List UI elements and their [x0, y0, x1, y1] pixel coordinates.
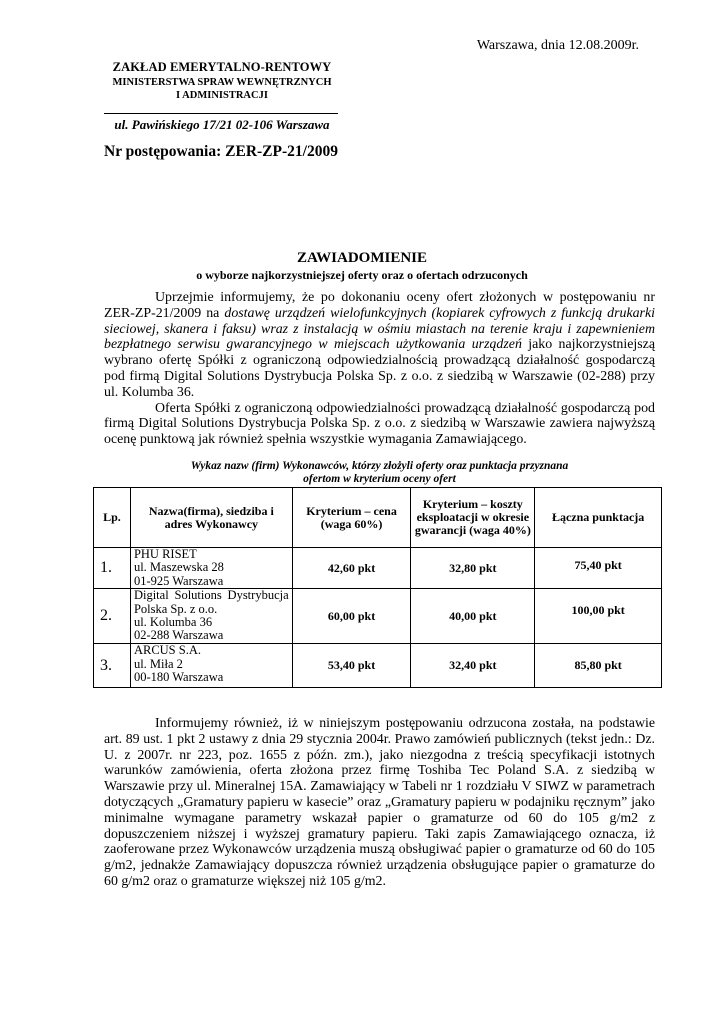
paragraph-selection-subject: dostawę urządzeń wielofunkcyjnych (kopiarek cyfrowych z funkcją drukarki sieciowej, skanera i faksu) wraz z instalacją w ośmiu miastach na terenie kraju i zapewnieniem bezpłatnego serwisu gwarancyjnego w miejscach użytkowania urządzeń [104, 305, 655, 353]
contractor-name: PHU RISET [133, 547, 197, 561]
row-lp: 3. [94, 644, 131, 688]
ministry-line-2: I ADMINISTRACJI [176, 90, 268, 101]
row-lp: 2. [94, 589, 131, 644]
row-lp: 1. [94, 548, 131, 589]
contractor-street: ul. Kolumba 36 [133, 615, 213, 630]
organization-ministry [104, 76, 340, 102]
row-price-score: 60,00 pkt [292, 589, 411, 644]
row-contractor [130, 589, 292, 644]
row-costs-score: 40,00 pkt [411, 589, 535, 644]
table-header-row [94, 488, 662, 548]
contractor-city: 01-925 Warszawa [133, 573, 224, 588]
table-row [94, 644, 662, 688]
case-number: Nr postępowania: ZER-ZP-21/2009 [104, 143, 338, 160]
contractor-city: 02-288 Warszawa [133, 628, 224, 643]
contractor-street: ul. Maszewska 28 [133, 560, 224, 575]
document-date: Warszawa, dnia 12.08.2009r. [476, 38, 639, 53]
row-contractor [130, 644, 292, 688]
header-costs-criterion: Kryterium – koszty eksploatacji w okresie gwarancji (waga 40%) [411, 488, 535, 548]
row-price-score: 53,40 pkt [292, 644, 411, 688]
rejection-section [104, 716, 655, 890]
contractor-name: ARCUS S.A. [133, 643, 201, 658]
header-divider [104, 113, 338, 114]
ministry-line-1: MINISTERSTWA SPRAW WEWNĘTRZNYCH [112, 77, 332, 88]
paragraph-selection-winner: jako najkorzystniejszą wybrano ofertę Spółki z ograniczoną odpowiedzialnością prowadzącą działalność gospodarczą pod firmą Digital Solutions Dystrybucja Polska Sp. z o.o. z siedzibą w Warszawie (02-288) przy ul. Kolumba 36. [104, 337, 655, 400]
row-total-score: 100,00 pkt [535, 589, 662, 644]
table-row [94, 548, 662, 589]
contractor-city: 00-180 Warszawa [133, 670, 224, 685]
paragraph-selection [104, 290, 655, 401]
paragraph-selection-intro: Uprzejmie informujemy, że po dokonaniu oceny ofert złożonych w postępowaniu nr ZER-ZP-21/2009 na [104, 290, 655, 321]
row-contractor [130, 548, 292, 589]
offers-table [93, 487, 662, 688]
table-caption-line-2: ofertom w kryterium oceny ofert [303, 473, 456, 485]
organization-name: ZAKŁAD EMERYTALNO-RENTOWY [112, 60, 332, 74]
header-lp: Lp. [94, 488, 131, 548]
table-caption-line-1: Wykaz nazw (firm) Wykonawców, którzy złożyli oferty oraz punktacja przyznana [190, 460, 569, 472]
row-costs-score: 32,40 pkt [411, 644, 535, 688]
row-total-score: 75,40 pkt [535, 548, 662, 589]
organization-address: ul. Pawińskiego 17/21 02-106 Warszawa [114, 117, 330, 132]
table-row [94, 589, 662, 644]
main-body [104, 290, 655, 448]
paragraph-rejection: Informujemy również, iż w niniejszym postępowaniu odrzucona została, na podstawie art. 89 ust. 1 pkt 2 ustawy z dnia 29 stycznia 2004r. Prawo zamówień publicznych (tekst jedn.: Dz. U. z 2007r. nr 223, poz. 1655 z późn. zm.), jako niezgodna z treścią specyfikacji istotnych warunków zamówienia, oferta złożona przez firmę Toshiba Tec Poland S.A. z siedzibą w Warszawie przy ul. Mineralnej 15A. Zamawiający w Tabeli nr 1 rozdziału V SIWZ w parametrach dotyczących „Gramatury papieru w kasecie” oraz „Gramatury papieru w podajniku ręcznym” jako minimalne wymagane parametry wskazał papier o gramaturze od 60 do 105 g/m2 z dopuszczeniem niższej i wyższej gramatury papieru. Taki zapis Zamawiającego oznacza, iż zaoferowane przez Wykonawców urządzenia muszą obsługiwać papier o gramaturze od 60 do 105 g/m2, jednakże Zamawiający dopuszcza również urządzenia obsługujące papier o gramaturze do 60 g/m2 oraz o gramaturze większej niż 105 g/m2. [104, 716, 655, 889]
notice-title: ZAWIADOMIENIE [296, 250, 428, 266]
notice-subtitle: o wyborze najkorzystniejszej oferty oraz o ofertach odrzuconych [196, 268, 528, 282]
paragraph-justification: Oferta Spółki z ograniczoną odpowiedzialności prowadzącą działalność gospodarczą pod firmą Digital Solutions Dystrybucja Polska Sp. z o.o. z siedzibą w Warszawie zawiera najwyższą ocenę punktową jak również spełnia wszystkie wymagania Zamawiającego. [104, 400, 655, 448]
table-caption [104, 460, 655, 486]
header-price-criterion: Kryterium – cena (waga 60%) [292, 488, 411, 548]
header-total-score: Łączna punktacja [535, 488, 662, 548]
header-contractor: Nazwa(firma), siedziba i adres Wykonawcy [130, 488, 292, 548]
contractor-street: ul. Miła 2 [133, 656, 183, 671]
contractor-name: Digital Solutions Dystrybucja Polska Sp. z o.o. [133, 588, 289, 616]
row-total-score: 85,80 pkt [535, 644, 662, 688]
row-costs-score: 32,80 pkt [411, 548, 535, 589]
row-price-score: 42,60 pkt [292, 548, 411, 589]
